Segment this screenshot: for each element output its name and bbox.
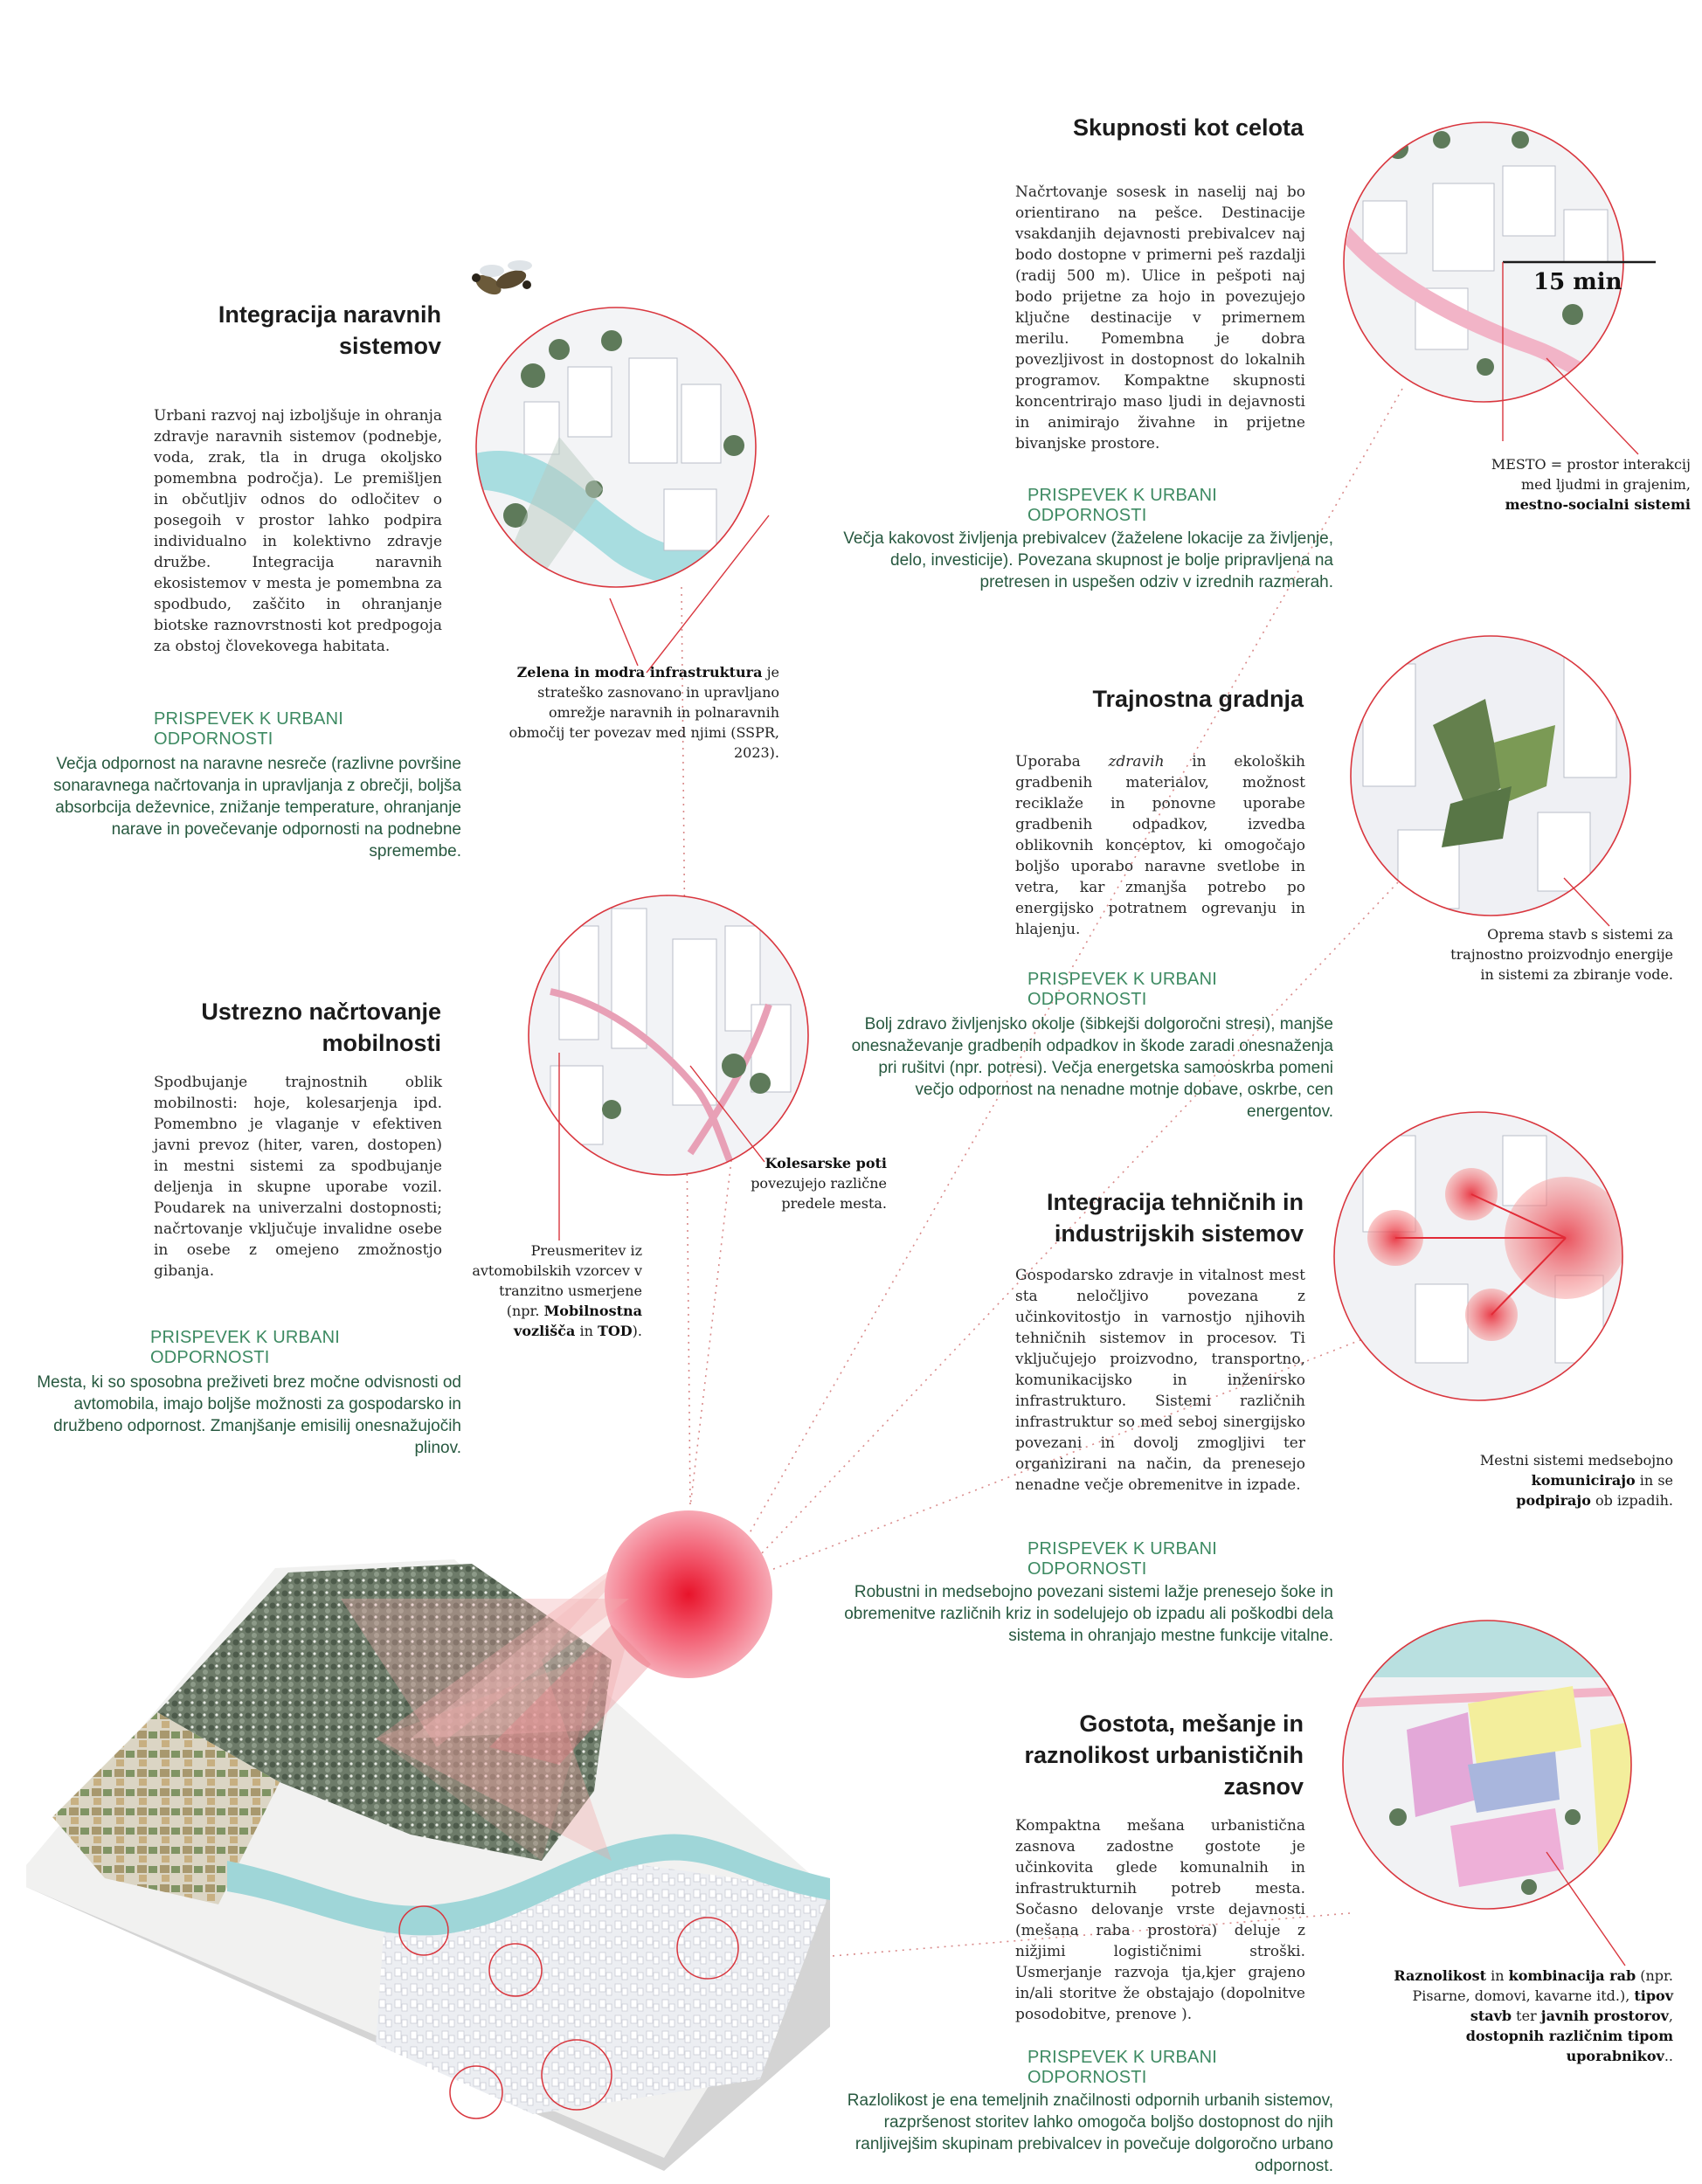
walking-time-label: 15 min — [1533, 269, 1622, 295]
caption-bold: Raznolikost — [1394, 1967, 1487, 1984]
caption-bold: javnih prostorov — [1540, 2008, 1669, 2024]
caption-text: , — [1668, 2008, 1673, 2024]
title-line: zasnov — [1223, 1773, 1304, 1800]
title-line: mobilnosti — [322, 1030, 441, 1056]
cycling-paths-caption — [716, 1153, 887, 1213]
caption-text: in — [1486, 1967, 1509, 1984]
green-blue-infrastructure-caption — [500, 662, 779, 763]
systems-communication-caption — [1424, 1450, 1673, 1510]
body-text: Uporaba — [1015, 753, 1109, 771]
section-title-mobility — [140, 996, 441, 1059]
contribution-label: PRISPEVEK K URBANI ODPORNOSTI — [150, 1328, 340, 1367]
contribution-label: PRISPEVEK K URBANI ODPORNOSTI — [154, 709, 343, 749]
caption-text: .. — [1664, 2048, 1673, 2064]
building-equipment-caption: Oprema stavb s sistemi za trajnostno proizvodnjo energije in sistemi za zbiranje vode. — [1450, 926, 1673, 983]
section-title-communities: Skupnosti kot celota — [1072, 114, 1304, 141]
caption-text: MESTO = prostor interakcij med ljudmi in grajenim, — [1491, 456, 1691, 493]
caption-bold: Zelena in modra infrastruktura — [516, 664, 763, 681]
caption-text: je strateško zasnovano in upravljano omrežje naravnih in polnaravnih območij ter povezav med njimi (SSPR, 2023). — [509, 664, 779, 761]
body-text: in ekoloških gradbenih materialov, možnost reciklaže in ponovne uporabe gradbenih odpadkov, izvedba oblikovnih konceptov, ki omogočajo boljšo uporabo naravne svetlobe in vetra, kar zmanjša potrebo po energijsko potratnem ogrevanju in hlajenju. — [1015, 753, 1305, 938]
communities-contribution: Večja kakovost življenja prebivalcev (žaželene lokacije za življenje, delo, investicije). Povezana skupnost je bolje pripravljena na pretresen in uspešen odziv v izrednih razmerah. — [843, 529, 1333, 591]
contribution-label: PRISPEVEK K URBANI ODPORNOSTI — [1027, 1539, 1217, 1579]
natural-systems-contribution: Večja odpornost na naravne nesreče (razlivne površine sonaravnega načrtovanja in upravljanja z obrečji, boljša absorbcija deževnice, znižanje temperature, ohranjanje narave in povečevanje odpornosti na podnebne spremembe. — [53, 755, 461, 860]
technical-systems-body: Gospodarsko zdravje in vitalnost mest sta neločljivo povezana z učinkovitostjo in varnostjo njihovih tehničnih sistemov in procesov. Ti vključujejo proizvodno, transportno, komunikacijsko in inženirsko infrastrukturo. Sistemi različnih infrastruktur so med seboj sinergijsko povezani in dovolj zmogljivi ter organizirani na način, da prenesejo nenadne večje obremenitve in izpade. — [1015, 1267, 1305, 1494]
caption-bold: podpirajo — [1516, 1492, 1591, 1509]
caption-text: ter — [1512, 2008, 1541, 2024]
caption-text: Preusmeritev iz avtomobilskih vzorcev v tranzitno usmerjene (npr. — [472, 1242, 642, 1319]
caption-text: in se — [1635, 1472, 1673, 1489]
diversity-caption — [1394, 1966, 1673, 2066]
caption-bold: Mobilnostna vozlišča — [514, 1303, 642, 1339]
caption-text: povezujejo različne predele mesta. — [751, 1175, 887, 1212]
sustainable-building-illustration — [1346, 629, 1643, 926]
caption-bold: Kolesarske poti — [765, 1155, 887, 1171]
density-mix-body: Kompaktna mešana urbanistična zasnova zadostne gostote je učinkovita glede komunalnih in infrastrukturnih potreb mesta. Sočasno delovanje vrste dejavnosti (mešana raba prostora) deluje z nižjimi logističnimi stroški. Usmerjanje razvoja tja,kjer grajeno in/ali storitve že obstajajo (dopolnitve posodobitve, prenove ). — [1015, 1817, 1305, 2023]
communities-body: Načrtovanje sosesk in naselij naj bo orientirano na pešce. Destinacije vsakdanjih dejavnosti prebivalcev naj bodo dostopne v primerni peš razdalji (radij 500 m). Ulice in pešpoti naj bodo prijetne za hojo in povezujejo ključne destinacije v primernem merilu. Pomembna je dobra povezljivost in dostopnost do lokalnih programov. Kompaktne skupnosti koncentrirajo maso ljudi in dejavnosti in animirajo živahne in prijetne bivanjske prostore. — [1015, 183, 1305, 453]
title-line: raznolikost urbanističnih — [1024, 1742, 1304, 1768]
sustainable-building-body — [1015, 751, 1305, 940]
caption-bold: komunicirajo — [1531, 1472, 1636, 1489]
technical-systems-illustration — [1328, 1109, 1634, 1415]
natural-systems-body: Urbani razvoj naj izboljšuje in ohranja zdravje naravnih sistemov (podnebje, voda, zrak, tla in druga okoljsko pomembna področja). Le premišljen in občutljiv odnos do odločitev o posegoih v prostor lahko podpira individualno in kolektivno zdravje družbe. Integracija naravnih ekosistemov v mesta je pomembna za spodbudo, zaščito in ohranjanje biotske raznovrstnosti kot predpogoja za obstoj človekovega habitata. — [154, 407, 442, 655]
mobility-illustration — [524, 891, 813, 1179]
section-title-sustainable-building: Trajnostna gradnja — [1092, 686, 1304, 712]
title-line: industrijskih sistemov — [1054, 1220, 1304, 1247]
caption-text: Mestni sistemi medsebojno — [1479, 1452, 1673, 1469]
city-interaction-caption — [1468, 454, 1691, 515]
mobility-contribution: Mesta, ki so sposobna preživeti brez močne odvisnosti od avtomobila, imajo boljše možnosti za gospodarsko in družbeno odpornost. Zmanjšanje emisilij onesnažujočih plinov. — [37, 1373, 461, 1457]
caption-text: in — [575, 1323, 598, 1339]
technical-systems-contribution: Robustni in medsebojno povezani sistemi lažje prenesejo šoke in obremenitve različnih kriz in sodelujejo ob izpadu ali poškodbi dela sistema in ohranjajo mestne funkcije vitalne. — [844, 1583, 1333, 1645]
caption-bold: TOD — [597, 1323, 633, 1339]
transit-shift-caption — [463, 1241, 642, 1341]
section-title-technical-systems — [926, 1186, 1304, 1249]
title-line: Gostota, mešanje in — [1079, 1711, 1304, 1737]
contribution-label: PRISPEVEK K URBANI ODPORNOSTI — [1027, 486, 1217, 525]
title-line: Integracija tehničnih in — [1046, 1189, 1304, 1215]
section-title-density-mix — [926, 1708, 1304, 1802]
mobility-body: Spodbujanje trajnostnih oblik mobilnosti: hoje, kolesarjenja ipd. Pomembno je vlaganje v efektiven javni prevoz (hiter, varen, dostopen) in mestni sistemi za spodbujanje deljenja in skupne uporabe vozil. Poudarek na univerzalni dostopnosti; načrtovanje vključuje invalidne osebe in osebe z omejeno zmožnostjo gibanja. — [154, 1074, 442, 1280]
caption-text: ). — [632, 1323, 642, 1339]
body-italic: zdravih — [1108, 753, 1165, 771]
title-line: Ustrezno načrtovanje — [201, 999, 441, 1025]
density-mix-illustration — [1337, 1616, 1643, 1922]
section-title-natural-systems — [140, 299, 441, 362]
title-line: sistemov — [338, 333, 441, 359]
caption-bold: dostopnih različnim tipom uporabnikov — [1465, 2028, 1673, 2064]
caption-bold: kombinacija rab — [1508, 1967, 1636, 1984]
natural-systems-illustration — [472, 306, 760, 594]
bee-icon — [472, 260, 532, 299]
caption-text: ob izpadih. — [1590, 1492, 1673, 1509]
contribution-label: PRISPEVEK K URBANI ODPORNOSTI — [1027, 970, 1217, 1009]
caption-text: (npr. Pisarne, domovi, kavarne itd.), — [1412, 1967, 1673, 2004]
sustainable-building-contribution: Bolj zdravo življenjsko okolje (šibkejši dolgoročni stresi), manjše onesnaževanje gradbenih odpadkov in škode zaradi onesnaženja pri rušitvi (npr. potresi). Večja energetska samooskrba pomeni večjo odpornost na nenadne motnje dobave, oskrbe, cen energentov. — [851, 1015, 1333, 1121]
density-mix-contribution: Razlolikost je ena temeljnih značilnosti odpornih urbanih sistemov, razpršenost storitev lahko omogoča boljšo dostopnost do njih ranljivejšim skupinam prebivalcev in povečuje dolgoročno urbano odpornost. — [847, 2091, 1333, 2175]
title-line: Integracija naravnih — [218, 301, 441, 328]
contribution-label: PRISPEVEK K URBANI ODPORNOSTI — [1027, 2048, 1217, 2087]
caption-bold: mestno-socialni sistemi — [1505, 496, 1691, 513]
caption-bold: tipov stavb — [1470, 1987, 1673, 2024]
